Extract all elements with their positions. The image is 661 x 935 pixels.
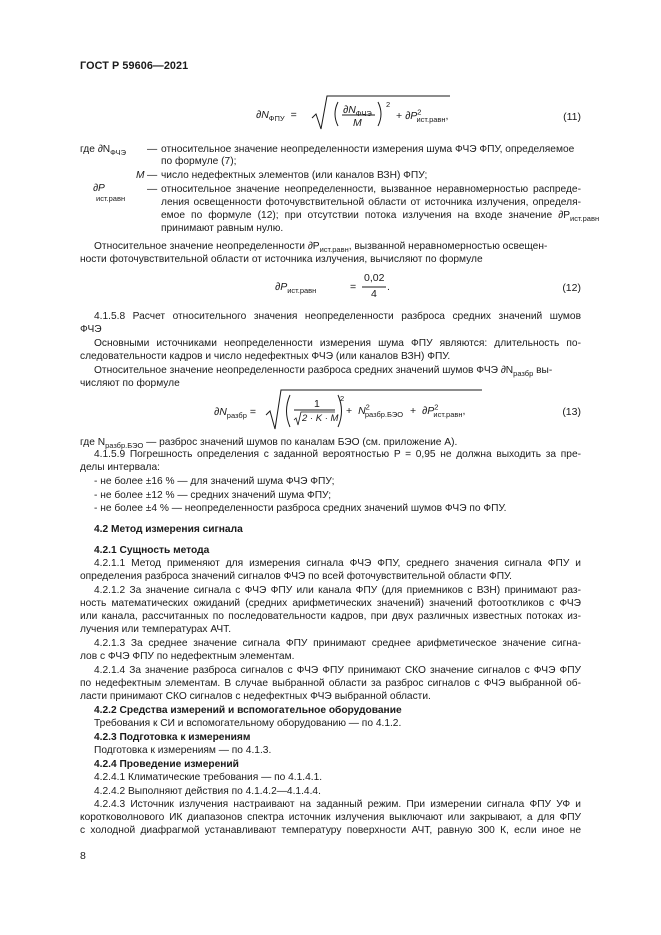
section-42-title: 4.2 Метод измерения сигнала: [94, 524, 243, 535]
para-sources-line2: следовательности кадров и число недефектных ФЧЭ (или каналов ВЗН) ФПУ.: [80, 351, 451, 362]
para-12-intro-line1: Относительное значение неопределенности $\partial P_{ист.равн}$, вызванной неравномерностью освещен-: [94, 241, 548, 255]
list-item: - не более ±12 % — средних значений шума ФПУ;: [94, 490, 332, 501]
list-item: - не более ±4 % — неопределенности разброса средних значений шумов ФЧЭ по ФПУ.: [94, 503, 507, 514]
section-422-title: 4.2.2 Средства измерений и вспомогательное оборудование: [94, 705, 402, 716]
para-12-intro-line2: ности фоточувствительной области от источника излучения, вычисляют по формуле: [80, 254, 483, 265]
section-4158-line2: ФЧЭ: [80, 324, 102, 335]
para-13-intro-line1: Относительное значение неопределенности разброса средних значений шумов ФЧЭ $\partial N_{разбр}$ вы-: [94, 365, 553, 379]
document-page: ГОСТ Р 59606—2021 $\partial N_{ФПУ}$ = $\partial N_{ФЧЭ}$ M 2 + $\partial P^2_{ист.равн}$, (11) где $\partial N_{ФЧЭ}$ — относительное значение неопределенности измерения шума ФЧЭ ФПУ, определяемое по формуле (7); M — число недефектных элементов (или каналов ВЗН) ФПУ; ∂P ист.равн — относительное значение неопределенности, вызванное неравномерностью распреде- ления освещенности фоточувствительной области от источника излучения, определя- емое по формуле (12); при отсутствии потока излучения на входе значение $\partial P_{ист.равн}$ принимают равным нулю. Относительное значение неопределенности $\partial P_{ист.равн}$, вызванной неравномерностью освещен- ности фоточувствительной области от источника излучения, вычисляют по формуле $\partial P_{ист.равн}$ = 0,02 4 . (12) 4.1.5.8 Расчет относительного значения неопределенности разброса средних значений шумов ФЧЭ Основными источниками неопределенности измерения шума ФПУ являются: длительность по- следовательности кадров и число недефектных ФЧЭ (или каналов ВЗН) ФПУ. Относительное значение неопределенности разброса средних значений шумов ФЧЭ $\partial N_{разбр}$ вы- числяют по формуле $\partial N_{разбр}$ = 1 2 · K · M 2 + $N^2_{разбр.БЭО} + \partial P^2_{ист.равн}$, (13) где $N_{разбр.БЭО}$ — разброс значений шумов по каналам БЭО (см. приложение А). 4.1.5.9 Погрешность определения с заданной вероятностью P = 0,95 не должна выходить за пре- делы интервала: - не более ±16 % — для значений шума ФЧЭ ФПУ; - не более ±12 % — средних значений шума ФПУ; - не более ±4 % — неопределенности разброса средних значений шумов ФЧЭ по ФПУ. 4.2 Метод измерения сигнала 4.2.1 Сущность метода 4.2.1.1 Метод применяют для измерения сигнала ФЧЭ ФПУ, среднего значения сигнала ФПУ и определения разброса значений сигналов ФЧЭ по всей фоточувствительной области ФПУ. 4.2.1.2 За значение сигнала с ФЧЭ ФПУ или канала ФПУ (для приемников с ВЗН) принимают раз- ность математических ожиданий (средних арифметических значений) значений фотооткликов с ФЧЭ или канала, рассчитанных по последовательности кадров, при двух различных известных потоках из- лучения или температурах АЧТ. 4.2.1.3 За среднее значение сигнала ФПУ принимают среднее арифметическое значение сигна- лов с ФЧЭ ФПУ по недефектным элементам. 4.2.1.4 За значение разброса сигналов с ФЧЭ ФПУ принимают СКО значение сигналов с ФЧЭ ФПУ по недефектным элементам. В случае выбранной области за разброс сигналов с ФЧЭ выбранной об- ласти принимают СКО сигналов с недефектных ФЧЭ выбранной области. 4.2.2 Средства измерений и вспомогательное оборудование Требования к СИ и вспомогательному оборудованию — по 4.1.2. 4.2.3 Подготовка к измерениям Подготовка к измерениям — по 4.1.3. 4.2.4 Проведение измерений 4.2.4.1 Климатические требования — по 4.1.4.1. 4.2.4.2 Выполняют действия по 4.1.4.2—4.1.4.4. 4.2.4.3 Источник излучения настраивают на заданный режим. При измерении сигнала ФПУ УФ и коротковолнового ИК диапазонов спектра источник излучения выключают или закрывают, а для ФПУ с холодной диафрагмой устанавливают температуру поверхности АЧТ, равную 300 К, если иное не 8: [80, 60, 600, 862]
standard-header: ГОСТ Р 59606—2021: [80, 60, 189, 72]
def-13: где $N_{разбр.БЭО}$ — разброс значений шумов по каналам БЭО (см. приложение А).: [80, 437, 458, 451]
para-13-intro-line2: числяют по формуле: [80, 378, 180, 389]
section-423-title: 4.2.3 Подготовка к измерениям: [94, 732, 251, 743]
def-term-dP: ∂P: [93, 183, 105, 194]
section-424-title: 4.2.4 Проведение измерений: [94, 759, 239, 770]
section-4159-line2: делы интервала:: [80, 462, 160, 473]
section-4158-line1: 4.1.5.8 Расчет относительного значения неопределенности разброса средних значений шумов: [94, 311, 581, 322]
para-sources-line1: Основными источниками неопределенности измерения шума ФПУ являются: длительность по-: [94, 338, 581, 349]
list-item: - не более ±16 % — для значений шума ФЧЭ ФПУ;: [94, 476, 335, 487]
def-term-M: M: [136, 170, 145, 181]
section-421-title: 4.2.1 Сущность метода: [94, 545, 210, 556]
section-4159-line1: 4.1.5.9 Погрешность определения с заданной вероятностью P = 0,95 не должна выходить за пре-: [94, 449, 581, 460]
def-term-dN-fche: где $\partial N_{ФЧЭ}$: [80, 144, 127, 158]
page-number: 8: [80, 850, 86, 862]
